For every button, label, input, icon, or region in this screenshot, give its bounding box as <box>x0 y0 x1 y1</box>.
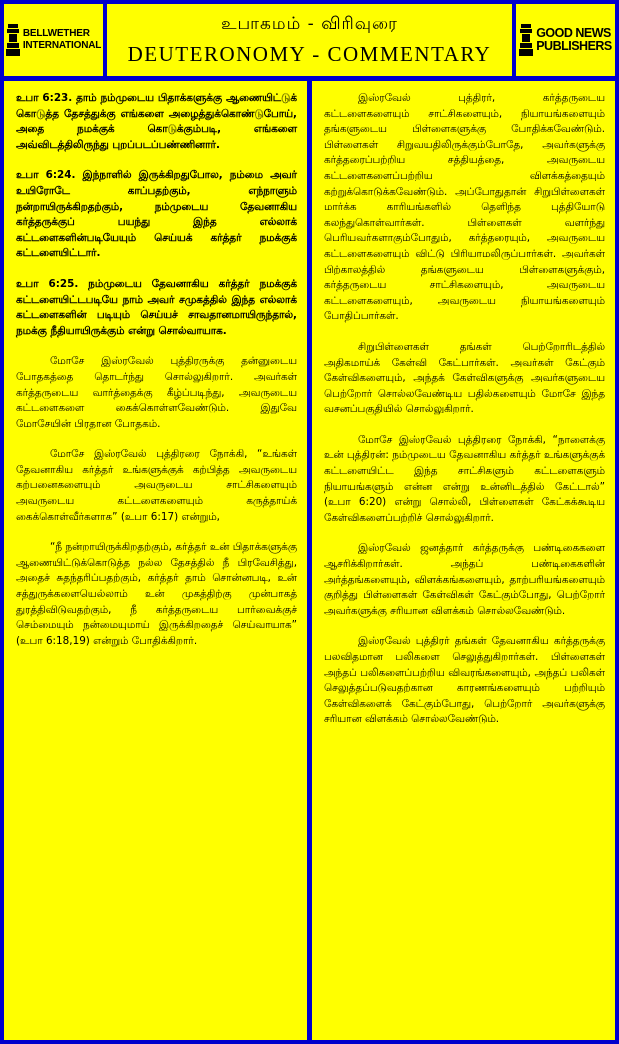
right-logo-line2: PUBLISHERS <box>536 39 612 53</box>
commentary-paragraph: இஸ்ரவேல் புத்திரர் தங்கள் தேவனாகிய கர்த்தருக்கு பலவிதமான பலிகளை செலுத்துகிறார்கள். பிள்ளைகள் அந்தப் பலிகளைப்பற்றிய விவரங்களையும், அந்தப் பலிகள் செலுத்தப்படுவதற்கான காரணங்களையும் பற்றியும் கேள்விகளைக் கேட்கும்போது, பெற்றோர் அவர்களுக்கு சரியான விளக்கம் சொல்லவேண்டும். <box>324 635 605 726</box>
verse-6-25: உபா 6:25. நம்முடைய தேவனாகிய கர்த்தர் நமக்குக் கட்டளையிட்டபடியே நாம் அவர் சமுகத்தில் இந்த எல்லாக் கட்டளைகளின் படியும் செய்யச் சாவதானமாயிருந்தால், நமக்கு நீதியாயிருக்கும் என்று சொல்வாயாக. <box>16 277 297 337</box>
commentary-paragraph: இஸ்ரவேல் புத்திரர், கர்த்தருடைய கட்டளைகளையும் சாட்சிகளையும், நியாயங்களையும் தங்களுடைய பிள்ளைகளுக்கு போதிக்கவேண்டும். பிள்ளைகள் சிறுவயதிலிருக்கும்போதே, அவர்களுக்கு கர்த்தரைப்பற்றிய சத்தியத்தை, அவருடைய கட்டளைகளைப்பற்றிய விளக்கத்தையும் கற்றுக்கொடுக்கவேண்டும். அப்போதுதான் சிறுபிள்ளைகள் மார்க்க காரியங்களில் தெளிந்த புத்தியோடு கலந்துகொள்வார்கள். பிள்ளைகள் வளர்ந்து பெரியவர்களாகும்போதும், கர்த்தரையும், அவருடைய கட்டளைகளையும் விட்டு பிரியாமலிருப்பார்கள். அவர்கள் பிற்காலத்தில் தங்களுடைய பிள்ளைகளுக்கும், கர்த்தருடைய சாட்சிகளையும், அவருடைய கட்டளைகளையும், அவருடைய நியாயங்களையும் போதிப்பார்கள். <box>324 92 605 323</box>
commentary-paragraph: இஸ்ரவேல் ஜனத்தார் கர்த்தருக்கு பண்டிகைகளை ஆசரிக்கிறார்கள். அந்தப் பண்டிகைகளின் அர்த்தங்களையும், விளக்கங்களையும், தாற்பரியங்களையும் குறித்து பிள்ளைகள் கேள்விகள் கேட்கும்போது, பெற்றோர் அவர்களுக்கு சரியான விளக்கம் சொல்லவேண்டும். <box>324 542 605 617</box>
left-logo-line2: INTERNATIONAL <box>22 40 102 51</box>
book-tower-icon <box>6 22 20 58</box>
bellwether-logo <box>4 4 103 76</box>
left-column <box>4 81 307 1040</box>
right-column <box>312 81 615 1040</box>
title-box <box>107 4 512 76</box>
verse-6-23: உபா 6:23. தாம் நம்முடைய பிதாக்களுக்கு ஆணையிட்டுக் கொடுத்த தேசத்துக்கு எங்களை அழைத்துக்கொண்டுபோய், அதை நமக்குக் கொடுக்கும்படி, எங்களை அவ்விடத்திலிருந்து புறப்படப்பண்ணினார். <box>16 92 297 151</box>
title-tamil: உபாகமம் - விரிவுரை <box>221 13 398 34</box>
left-logo-line1: BELLWETHER <box>22 28 90 39</box>
commentary-paragraph: “நீ நன்றாயிருக்கிறதற்கும், கர்த்தர் உன் பிதாக்களுக்கு ஆணையிட்டுக்கொடுத்த நல்ல தேசத்தில் நீ பிரவேசித்து, அதைச் சுதந்தரிப்பதற்கும், கர்த்தர் தாம் சொன்னபடி, உன் சத்துருக்களையெல்லாம் உன் முகத்திற்கு முன்பாகத் துரத்திவிடுவதற்கும், நீ கர்த்தருடைய பார்வைக்குச் செம்மையும் நன்மையுமாய் இருக்கிறதைச் செய்வாயாக” (உபா 6:18,19) என்றும் போதிக்கிறார். <box>16 541 297 647</box>
right-logo-line1: GOOD NEWS <box>536 26 611 40</box>
book-tower-icon <box>519 22 533 58</box>
commentary-paragraph: சிறுபிள்ளைகள் தங்கள் பெற்றோரிடத்தில் அதிகமாய்க் கேள்வி கேட்பார்கள். அவர்கள் கேட்கும் கேள்விகளையும், அந்தக் கேள்விகளுக்கு அவர்களுடைய பெற்றோர் சொல்லவேண்டிய பதில்களையும் மோசே இந்த வசனப்பகுதியில் சொல்லுகிறார். <box>324 340 605 416</box>
commentary-paragraph: மோசே இஸ்ரவேல் புத்திரருக்கு தன்னுடைய போதகத்தை தொடர்ந்து சொல்லுகிறார். அவர்கள் கர்த்தருடைய வார்த்தைக்கு கீழ்ப்படிந்து, அவருடைய கட்டளைகளை கைக்கொள்ளவேண்டும். இதுவே மோசேயின் பிரதான போதகம். <box>16 355 297 430</box>
commentary-paragraph: மோசே இஸ்ரவேல் புத்திரரை நோக்கி, “நாளைக்கு உன் புத்திரன்: நம்முடைய தேவனாகிய கர்த்தர் உங்களுக்குக் கட்டளையிட்ட இந்த சாட்சிகளும் கட்டளைகளும் நியாயங்களும் என்ன என்று உன்னிடத்தில் கேட்டால்” (உபா 6:20) என்று சொல்லி, பிள்ளைகள் கேட்கக்கூடிய கேள்விகளைப்பற்றிச் சொல்லுகிறார். <box>324 433 605 524</box>
commentary-paragraph: மோசே இஸ்ரவேல் புத்திரரை நோக்கி, “உங்கள் தேவனாகிய கர்த்தர் உங்களுக்குக் கற்பித்த அவருடைய கற்பனைகளையும் அவருடைய சாட்சிகளையும் அவருடைய கட்டளைகளையும் கருத்தாய்க் கைக்கொள்வீர்களாக” (உபா 6:17) என்றும், <box>16 448 297 523</box>
verse-6-24: உபா 6:24. இந்நாளில் இருக்கிறதுபோல, நம்மை அவர் உயிரோடே காப்பதற்கும், எந்நாளும் நன்றாயிருக்கிறதற்கும், நம்முடைய தேவனாகிய கர்த்தருக்குப் பயந்து இந்த எல்லாக் கட்டளைகளின்படியேயும் செய்யக் கர்த்தர் நமக்குக் கட்டளையிட்டார். <box>16 169 297 260</box>
title-english: DEUTERONOMY - COMMENTARY <box>127 41 492 66</box>
good-news-logo <box>516 4 615 76</box>
header <box>4 4 615 76</box>
